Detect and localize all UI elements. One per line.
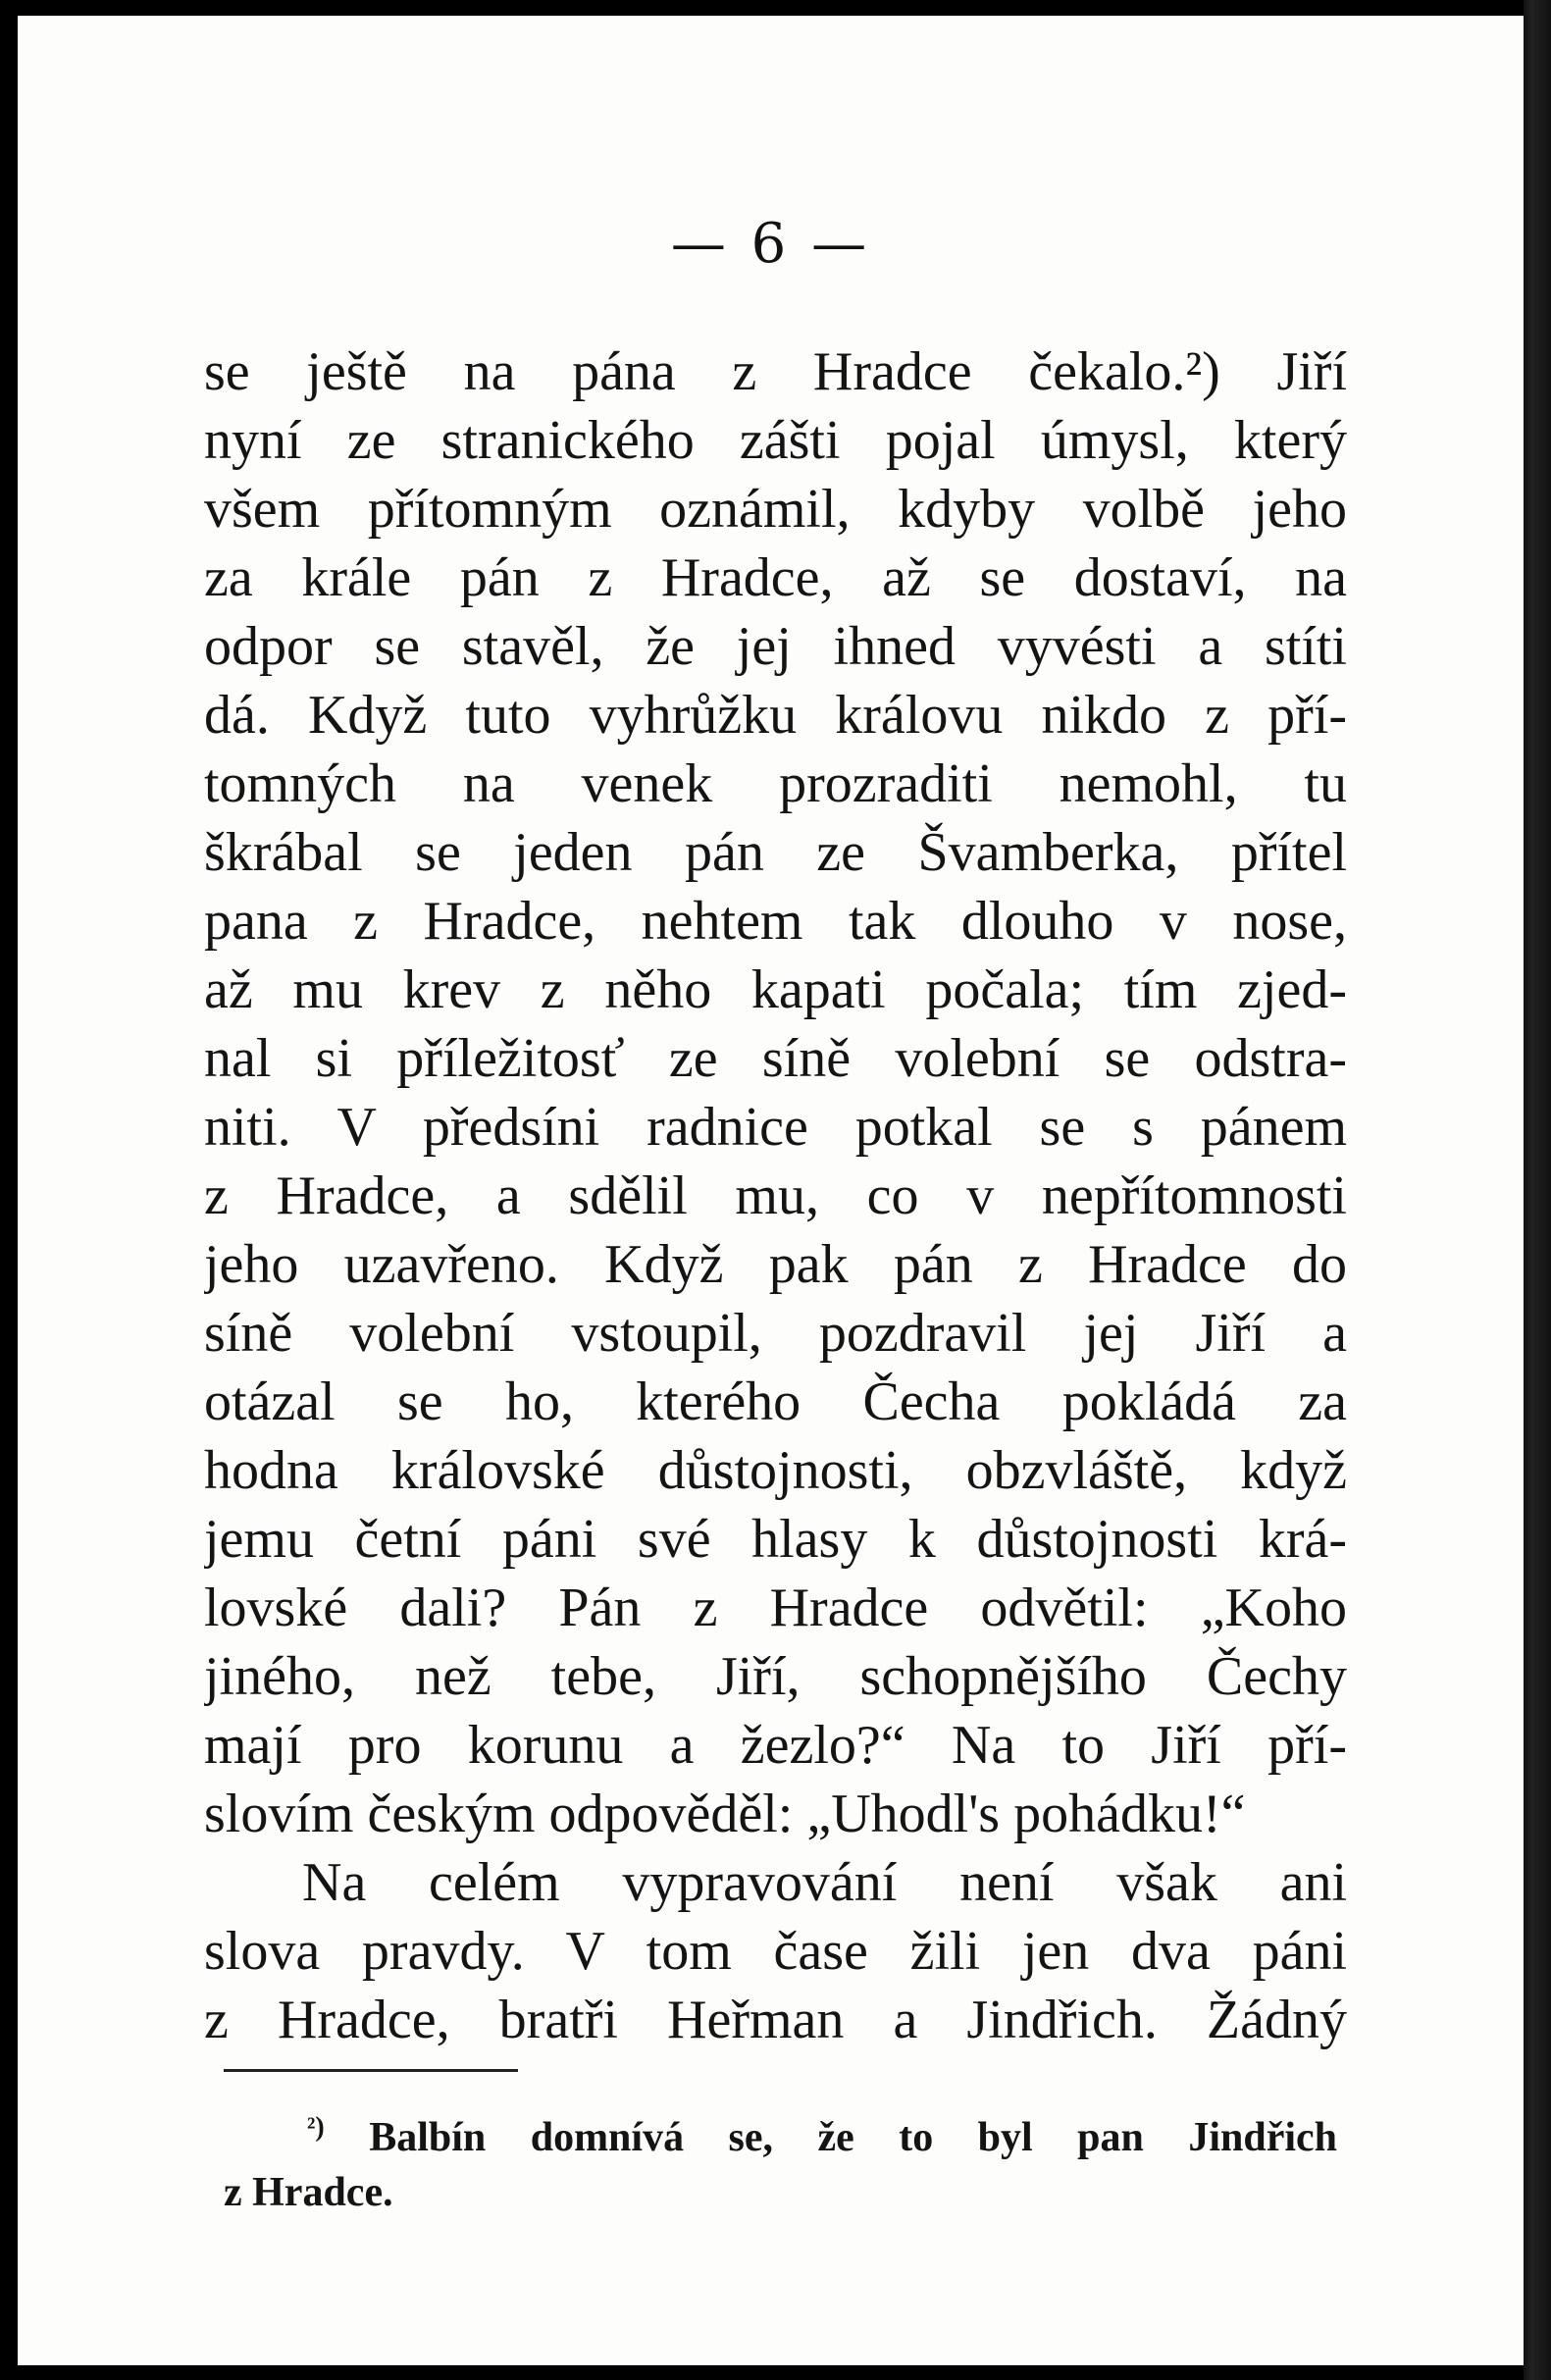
text-line: až mu krev z něho kapati počala; tím zjed- <box>204 959 1347 1020</box>
text-line: tomných na venek prozraditi nemohl, tu <box>204 753 1347 814</box>
page-number: — 6 — <box>670 212 871 276</box>
text-line: nyní ze stranického zášti pojal úmysl, který <box>204 410 1347 471</box>
text-line: Na celém vypravování není však ani <box>302 1852 1347 1913</box>
text-line: jiného, než tebe, Jiří, schopnějšího Čechy <box>204 1646 1347 1707</box>
text-line: se ještě na pána z Hradce čekalo.²) Jiří <box>204 341 1347 402</box>
text-line: mají pro korunu a žezlo?“ Na to Jiří pří- <box>204 1715 1347 1776</box>
text-line: otázal se ho, kterého Čecha pokládá za <box>204 1371 1347 1432</box>
footnote <box>224 2100 1337 2220</box>
text-line: škrábal se jeden pán ze Švamberka, přítel <box>204 822 1347 883</box>
footnote-line: z Hradce. <box>224 2170 393 2215</box>
body-text <box>204 337 1347 2054</box>
text-line: lovské dali? Pán z Hradce odvětil: „Koho <box>204 1578 1347 1638</box>
text-line: jemu četní páni své hlasy k důstojnosti krá- <box>204 1509 1347 1570</box>
footnote-divider <box>224 2069 518 2072</box>
text-line: slova pravdy. V tom čase žili jen dva páni <box>204 1921 1347 1982</box>
text-line: hodna královské důstojnosti, obzvláště, když <box>204 1440 1347 1501</box>
text-line: dá. Když tuto vyhrůžku královu nikdo z pří- <box>204 685 1347 746</box>
text-line: síně volební vstoupil, pozdravil jej Jiří a <box>204 1303 1347 1364</box>
text-line: pana z Hradce, nehtem tak dlouho v nose, <box>204 891 1347 952</box>
page-edge <box>1524 0 1551 2380</box>
text-line: jeho uzavřeno. Když pak pán z Hradce do <box>204 1234 1347 1295</box>
text-line: niti. V předsíni radnice potkal se s pánem <box>204 1097 1347 1158</box>
footnote-text: Balbín domnívá se, že to byl pan Jindřich <box>369 2115 1338 2160</box>
text-line: slovím českým odpověděl: „Uhodl's pohádku!“ <box>204 1784 1246 1844</box>
text-line: odpor se stavěl, že jej ihned vyvésti a stíti <box>204 616 1347 677</box>
book-page <box>18 16 1524 2365</box>
text-line: všem přítomným oznámil, kdyby volbě jeho <box>204 479 1347 540</box>
text-line: za krále pán z Hradce, až se dostaví, na <box>204 547 1347 608</box>
footnote-line <box>224 2100 1337 2165</box>
text-line: z Hradce, bratři Heřman a Jindřich. Žádný <box>204 1990 1347 2050</box>
text-line: nal si příležitosť ze síně volební se odstra- <box>204 1028 1347 1089</box>
footnote-marker: ²) <box>307 2112 325 2143</box>
text-line: z Hradce, a sdělil mu, co v nepřítomnosti <box>204 1165 1347 1226</box>
